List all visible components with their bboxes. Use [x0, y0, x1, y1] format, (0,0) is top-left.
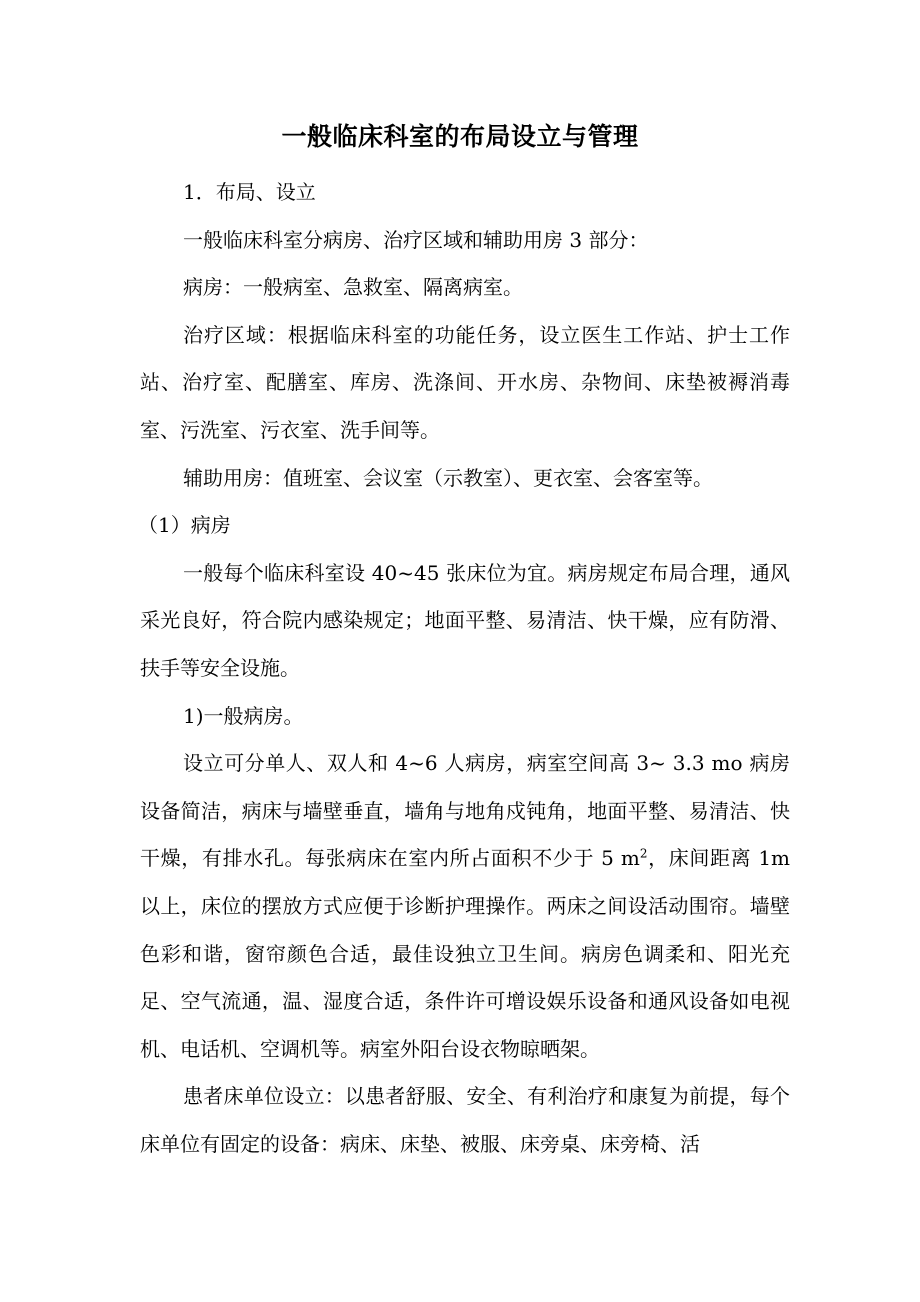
paragraph-ward: 一般每个临床科室设 40~45 张床位为宜。病房规定布局合理，通风采光良好，符合院内感染规定；地面平整、易清洁、快干燥，应有防滑、扶手等安全设施。	[140, 560, 790, 680]
subsection-heading: （1）病房	[138, 513, 231, 538]
superscript-square: 2	[639, 846, 648, 861]
paragraph-general-ward	[140, 740, 790, 1073]
document-title: 一般临床科室的布局设立与管理	[281, 122, 639, 151]
general-ward-text-b: ，床间距离 1m 以上，床位的摆放方式应便于诊断护理操作。两床之间设活动围帘。墙壁色彩和谐，窗帘颜色合适，最佳设独立卫生间。病房色调柔和、阳光充足、空气流通，温、湿度合适，条件许可增设娱乐设备和通风设备如电视机、电话机、空调机等。病室外阳台设衣物晾晒架。	[140, 846, 791, 1061]
paragraph-auxiliary-rooms: 辅助用房：值班室、会议室（示教室）、更衣室、会客室等。	[183, 465, 713, 490]
paragraph-intro: 一般临床科室分病房、治疗区域和辅助用房 3 部分：	[183, 227, 649, 252]
section-heading: 1．布局、设立	[183, 180, 316, 204]
general-ward-text-a: 设立可分单人、双人和 4~6 人病房，病室空间高 3~ 3.3 mo 病房设备简洁，病床与墙壁垂直，墙角与地角戍钝角，地面平整、易清洁、快干燥，有排水孔。每张病床在室内所占面积不少于 5 m	[140, 751, 790, 871]
item-heading: 1)一般病房。	[183, 703, 304, 728]
paragraph-wards: 病房：一般病室、急救室、隔离病室。	[183, 275, 523, 300]
document-body	[140, 169, 790, 1168]
paragraph-treatment-area: 治疗区域：根据临床科室的功能任务，设立医生工作站、护士工作站、治疗室、配膳室、库房、洗涤间、开水房、杂物间、床垫被褥消毒室、污洗室、污衣室、洗手间等。	[140, 322, 790, 442]
paragraph-bed-unit: 患者床单位设立：以患者舒服、安全、有利治疗和康复为前提，每个床单位有固定的设备：病床、床垫、被服、床旁桌、床旁椅、活	[140, 1084, 790, 1156]
